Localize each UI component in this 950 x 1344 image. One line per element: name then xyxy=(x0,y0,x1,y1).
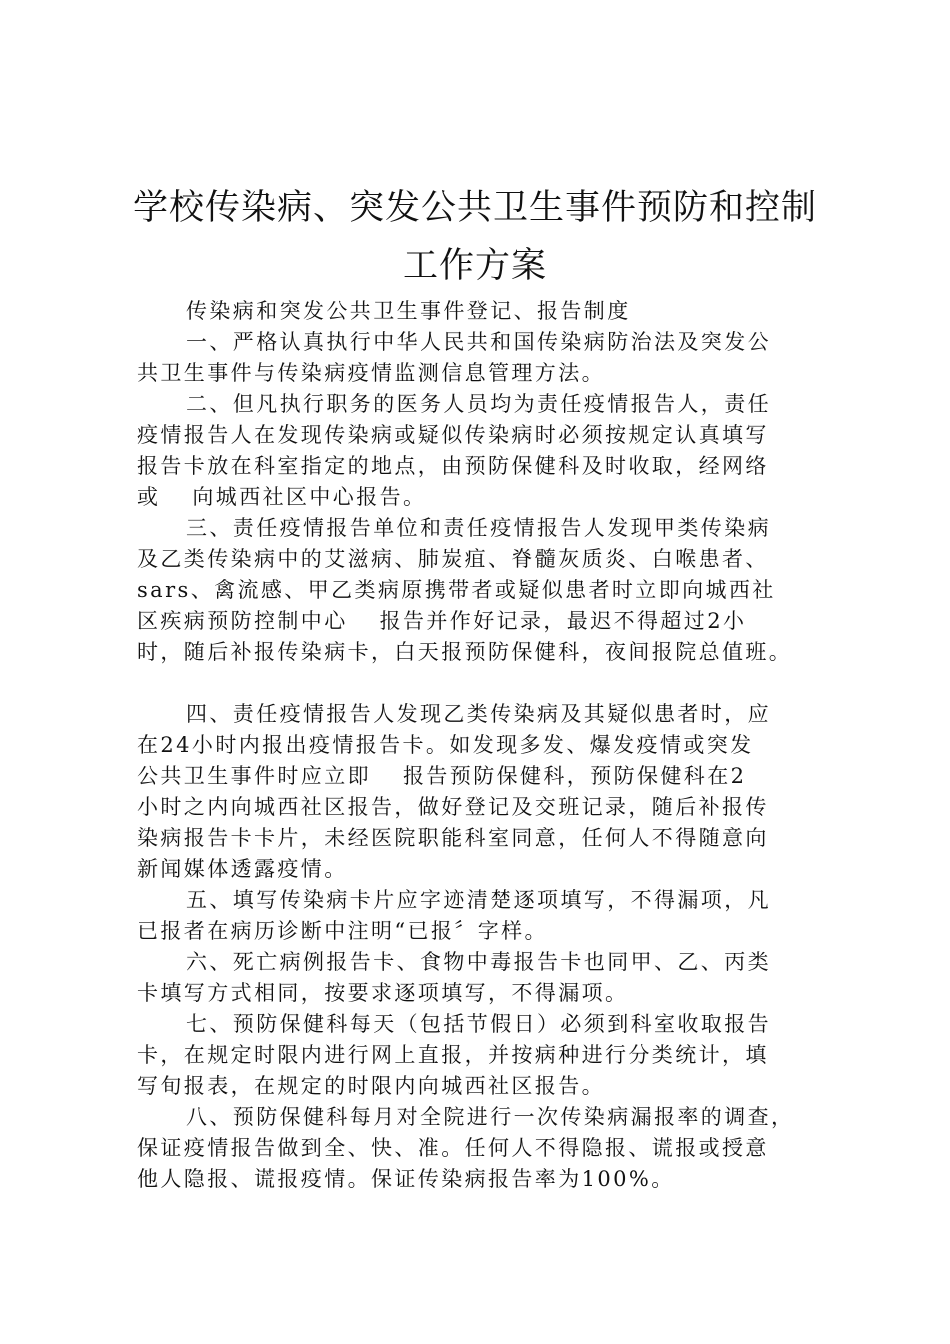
paragraph-line: 他人隐报、谎报疫情。保证传染病报告率为100%。 xyxy=(137,1167,675,1191)
paragraph-line: sars、禽流感、甲乙类病原携带者或疑似患者时立即向城西社 xyxy=(137,578,776,602)
paragraph-line: 写旬报表，在规定的时限内向城西社区报告。 xyxy=(137,1074,605,1098)
paragraph-line: 八、预防保健科每月对全院进行一次传染病漏报率的调查， xyxy=(186,1105,795,1129)
paragraph-line: 疫情报告人在发现传染病或疑似传染病时必须按规定认真填写 xyxy=(137,423,769,447)
paragraph-line: 新闻媒体透露疫情。 xyxy=(137,857,348,881)
paragraph-line: 二、但凡执行职务的医务人员均为责任疫情报告人，责任 xyxy=(186,392,771,416)
line-segment: 向城西社区中心报告。 xyxy=(192,485,427,509)
paragraph-line: 共卫生事件与传染病疫情监测信息管理方法。 xyxy=(137,361,605,385)
document-subtitle: 传染病和突发公共卫生事件登记、报告制度 xyxy=(186,299,631,323)
document-title-line-1: 学校传染病、突发公共卫生事件预防和控制 xyxy=(132,188,817,228)
line-segment: 公共卫生事件时应立即 xyxy=(137,764,371,788)
paragraph-line xyxy=(137,761,746,791)
paragraph-line: 时，随后补报传染病卡，白天报预防保健科，夜间报院总值班。 xyxy=(137,640,793,664)
paragraph-line: 报告卡放在科室指定的地点，由预防保健科及时收取，经网络 xyxy=(137,454,769,478)
paragraph-line: 小时之内向城西社区报告，做好登记及交班记录，随后补报传 xyxy=(137,795,769,819)
paragraph-line: 卡，在规定时限内进行网上直报，并按病种进行分类统计，填 xyxy=(137,1043,769,1067)
paragraph-line: 一、严格认真执行中华人民共和国传染病防治法及突发公 xyxy=(186,330,771,354)
line-segment: 或 xyxy=(137,485,161,509)
paragraph-line: 染病报告卡卡片，未经医院职能科室同意，任何人不得随意向 xyxy=(137,826,769,850)
paragraph-line xyxy=(137,606,746,636)
paragraph-line xyxy=(137,482,426,512)
paragraph-line: 在24小时内报出疫情报告卡。如发现多发、爆发疫情或突发 xyxy=(137,733,754,757)
paragraph-line: 已报者在病历诊断中注明“已报〞字样。 xyxy=(137,919,548,943)
paragraph-line: 七、预防保健科每天（包括节假日）必须到科室收取报告 xyxy=(186,1012,771,1036)
paragraph-line: 四、责任疫情报告人发现乙类传染病及其疑似患者时，应 xyxy=(186,702,771,726)
paragraph-line: 卡填写方式相同，按要求逐项填写，不得漏项。 xyxy=(137,981,629,1005)
line-segment: 报告并作好记录，最迟不得超过2小 xyxy=(379,609,747,633)
paragraph-line: 保证疫情报告做到全、快、准。任何人不得隐报、谎报或授意 xyxy=(137,1136,769,1160)
paragraph-line: 三、责任疫情报告单位和责任疫情报告人发现甲类传染病 xyxy=(186,516,771,540)
paragraph-line: 及乙类传染病中的艾滋病、肺炭疽、脊髓灰质炎、白喉患者、 xyxy=(137,547,769,571)
paragraph-line: 六、死亡病例报告卡、食物中毒报告卡也同甲、乙、丙类 xyxy=(186,950,771,974)
paragraph-line: 五、填写传染病卡片应字迹清楚逐项填写，不得漏项，凡 xyxy=(186,888,771,912)
line-segment: 区疾病预防控制中心 xyxy=(137,609,348,633)
line-segment: 报告预防保健科，预防保健科在2 xyxy=(403,764,747,788)
document-title-line-2: 工作方案 xyxy=(402,246,547,286)
